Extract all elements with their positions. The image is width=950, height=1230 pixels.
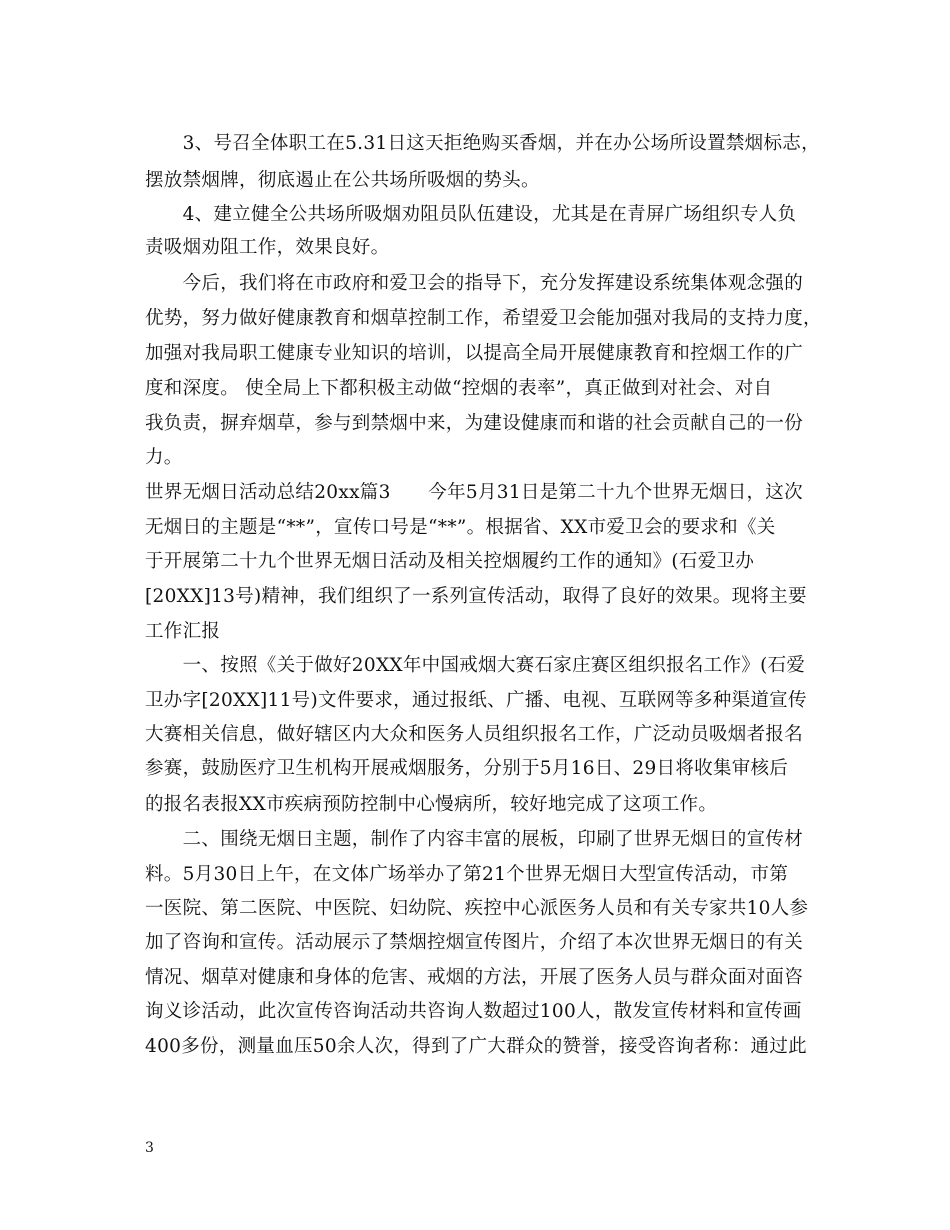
text-line: 二、围绕无烟日主题，制作了内容丰富的展板，印刷了世界无烟日的宣传材 bbox=[145, 829, 804, 850]
text-line: 参赛，鼓励医疗卫生机构开展戒烟服务，分别于5月16日、29日将收集审核后 bbox=[145, 758, 789, 779]
text-line: 优势，努力做好健康教育和烟草控制工作，希望爱卫会能加强对我局的支持力度， bbox=[145, 308, 822, 329]
text-line: 3、号召全体职工在5.31日这天拒绝购买香烟，并在办公场所设置禁烟标志， bbox=[145, 133, 820, 154]
page-number: 3 bbox=[145, 1140, 154, 1156]
text-line: 一医院、第二医院、中医院、妇幼院、疾控中心派医务人员和有关专家共10人参 bbox=[145, 898, 809, 919]
text-line: 400多份，测量血压50余人次，得到了广大群众的赞誉，接受咨询者称：通过此 bbox=[145, 1036, 807, 1057]
text-line: 度和深度。 使全局上下都积极主动做“控烟的表率”，真正做到对社会、对自 bbox=[145, 378, 773, 399]
text-line: [20XX]13号)精神，我们组织了一系列宣传活动，取得了良好的效果。现将主要 bbox=[145, 586, 807, 607]
text-line: 大赛相关信息，做好辖区内大众和医务人员组织报名工作，广泛动员吸烟者报名 bbox=[145, 724, 804, 745]
text-line: 工作汇报 bbox=[145, 621, 221, 642]
text-line: 的报名表报XX市疾病预防控制中心慢病所，较好地完成了这项工作。 bbox=[145, 794, 718, 815]
text-line: 力。 bbox=[145, 447, 183, 468]
text-line: 料。5月30日上午，在文体广场举办了第21个世界无烟日大型宣传活动，市第 bbox=[145, 864, 789, 885]
text-line: 于开展第二十九个世界无烟日活动及相关控烟履约工作的通知》(石爱卫办 bbox=[145, 551, 755, 572]
text-line: 4、建立健全公共场所吸烟劝阻员队伍建设，尤其是在青屏广场组织专人负 bbox=[145, 204, 797, 225]
text-line: 摆放禁烟牌，彻底遏止在公共场所吸烟的势头。 bbox=[145, 170, 540, 191]
text-line: 无烟日的主题是“**”，宣传口号是“**”。根据省、XX市爱卫会的要求和《关 bbox=[145, 517, 776, 538]
text-line: 情况、烟草对健康和身体的危害、戒烟的方法，开展了医务人员与群众面对面咨 bbox=[145, 967, 804, 988]
text-line: 责吸烟劝阻工作，效果良好。 bbox=[145, 237, 390, 258]
text-line: 加了咨询和宣传。活动展示了禁烟控烟宣传图片，介绍了本次世界无烟日的有关 bbox=[145, 932, 804, 953]
text-line: 我负责，摒弃烟草，参与到禁烟中来，为建设健康而和谐的社会贡献自己的一份 bbox=[145, 413, 804, 434]
text-line: 加强对我局职工健康专业知识的培训，以提高全局开展健康教育和控烟工作的广 bbox=[145, 343, 804, 364]
text-line: 一、按照《关于做好20XX年中国戒烟大赛石家庄赛区组织报名工作》(石爱 bbox=[145, 655, 806, 676]
text-line: 卫办字[20XX]11号)文件要求，通过报纸、广播、电视、互联网等多种渠道宣传 bbox=[145, 690, 807, 711]
text-line: 今后，我们将在市政府和爱卫会的指导下，充分发挥建设系统集体观念强的 bbox=[145, 273, 804, 294]
text-line: 询义诊活动，此次宣传咨询活动共咨询人数超过100人，散发宣传材料和宣传画 bbox=[145, 1001, 802, 1022]
text-line: 世界无烟日活动总结20xx篇3 今年5月31日是第二十九个世界无烟日，这次 bbox=[145, 482, 803, 503]
